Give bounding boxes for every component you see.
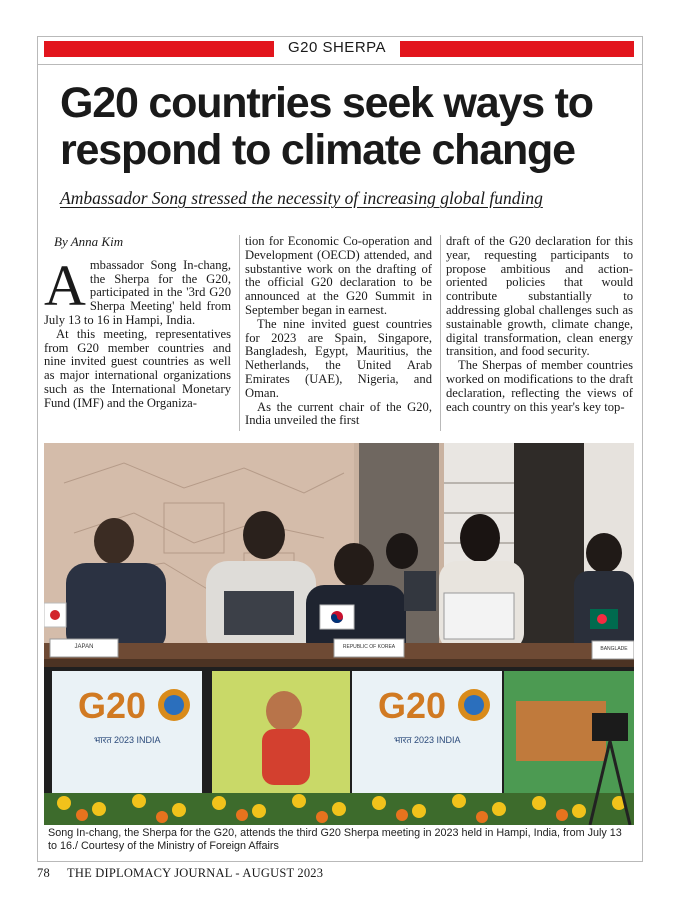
- meeting-photo: [44, 443, 634, 825]
- paragraph: At this meeting, representatives from G20 member countries and nine invited guest countries as well as major international organizations such as the International Monetary Fund (IMF) and the Organiza-: [44, 326, 231, 410]
- byline: By Anna Kim: [54, 235, 124, 249]
- paragraph: tion for Economic Co-operation and Development (OECD) attended, and substantive work on the drafting of the official G20 declaration to be announced at the G20 Summit in September began in earnest.: [245, 235, 432, 317]
- article-headline: G20 countries seek ways to respond to climate change: [60, 79, 593, 174]
- text-column-2: [245, 235, 432, 431]
- page-number: 78: [37, 866, 50, 880]
- banner-bar-right: [400, 41, 634, 57]
- paragraph: As the current chair of the G20, India unveiled the first: [245, 399, 432, 428]
- g20-banner-logo: G20: [78, 685, 147, 726]
- drop-cap: A: [44, 252, 86, 318]
- paragraph: [44, 252, 231, 328]
- section-banner: [44, 41, 634, 57]
- g20-banner-subtext: भारत 2023 INDIA: [94, 735, 161, 745]
- article-subtitle: Ambassador Song stressed the necessity of increasing global funding: [60, 188, 543, 208]
- paragraph-text: mbassador Song In-chang, the Sherpa for the G20, participated in the '3rd G20 Sherpa Meeting' held from July 13 to 16 in Hampi, India.: [44, 257, 231, 327]
- meeting-photo-illustration: [44, 443, 634, 825]
- paragraph: draft of the G20 declaration for this year, requesting participants to propose ambitious and action-oriented policies that would contribute substantially to addressing global challenges such as sustainable growth, climate change, digital transformation, clean energy transition, and food security.: [446, 235, 633, 359]
- page-footer: [37, 866, 323, 881]
- g20-banner-subtext: भारत 2023 INDIA: [394, 735, 461, 745]
- placard-japan: JAPAN: [74, 644, 94, 650]
- paragraph: The Sherpas of member countries worked on modifications to the draft declaration, reflecting the views of each country on this year's key top-: [446, 358, 633, 414]
- section-label: G20 SHERPA: [287, 39, 387, 56]
- photo-caption: Song In-chang, the Sherpa for the G20, attends the third G20 Sherpa meeting in 2023 held in Hampi, India, from July 13 to 16./ Courtesy of the Ministry of Foreign Affairs: [48, 827, 622, 852]
- column-divider: [440, 235, 441, 431]
- text-column-3: [446, 235, 633, 431]
- paragraph: The nine invited guest countries for 2023 are Spain, Singapore, Bangladesh, Egypt, Mauritius, the Netherlands, the United Arab Emirates (UAE), Nigeria, and Oman.: [245, 316, 432, 400]
- g20-banner-logo: G20: [378, 685, 447, 726]
- column-divider: [239, 235, 240, 431]
- publication-name: THE DIPLOMACY JOURNAL - AUGUST 2023: [67, 866, 324, 880]
- header-divider: [37, 64, 643, 65]
- text-column-1: [44, 235, 231, 431]
- banner-bar-left: [44, 41, 274, 57]
- placard-bangladesh: BANGLADE: [600, 646, 628, 652]
- placard-korea: REPUBLIC OF KOREA: [342, 644, 396, 650]
